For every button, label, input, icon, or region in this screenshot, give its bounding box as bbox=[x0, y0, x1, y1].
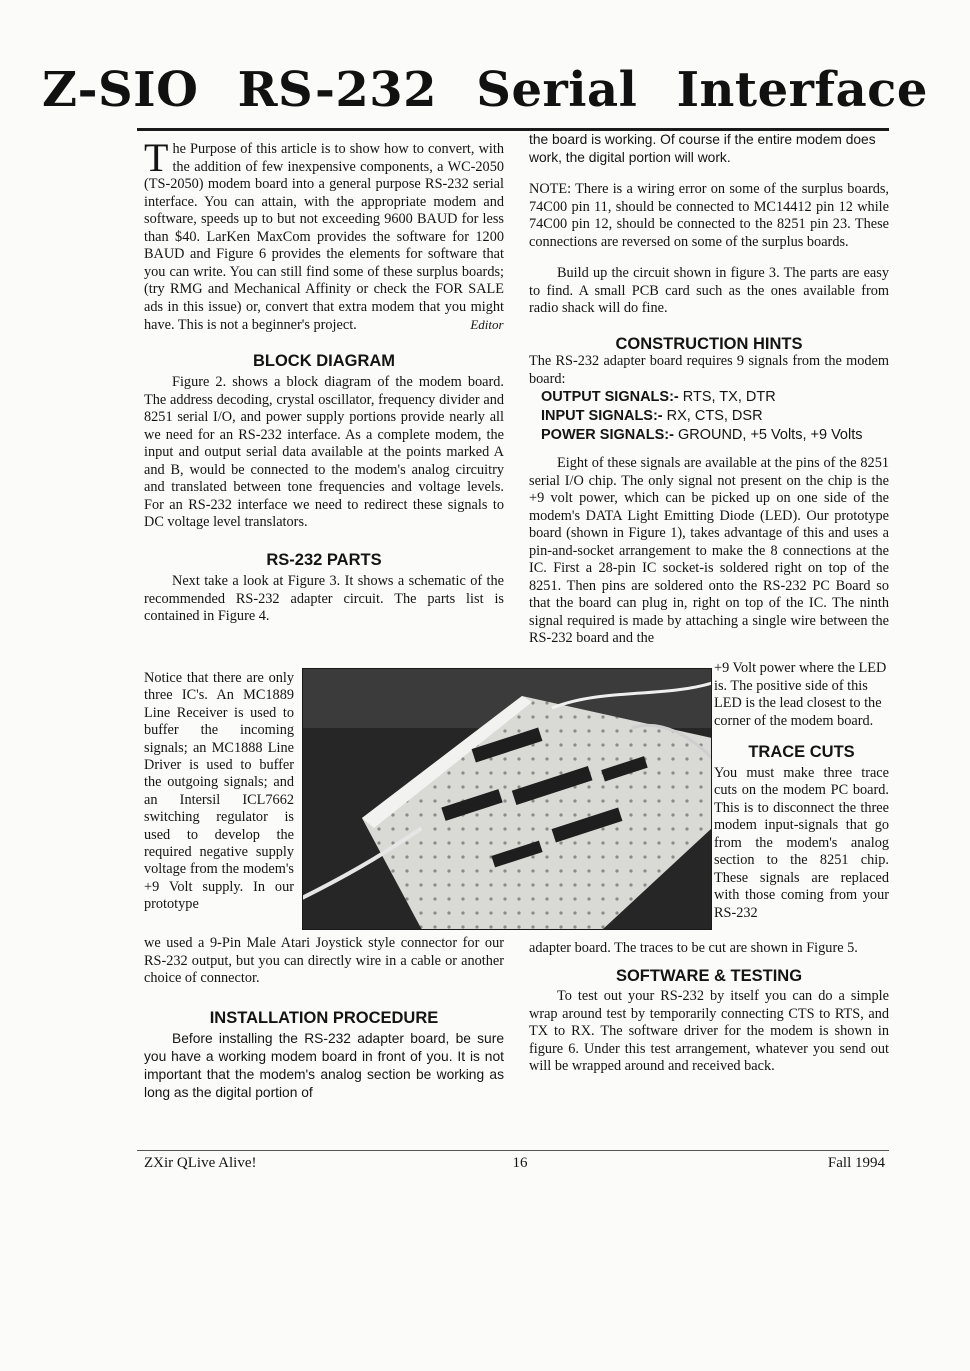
footer-rule bbox=[137, 1150, 889, 1151]
drop-cap: T bbox=[144, 135, 169, 180]
left-column-lower bbox=[144, 935, 504, 1116]
heading-installation: INSTALLATION PROCEDURE bbox=[209, 1008, 439, 1027]
parts-text-ics: Notice that there are only three IC's. An MC1889 Line Receiver is used to buffer the incoming signals; an MC1888 Line Driver is used to buffer the outgoing signals; and an Intersil ICL7662 switching regulator is used to develop the required negative supply voltage from the modem's +9 Volt supply. In our prototype bbox=[144, 670, 294, 913]
output-signals: OUTPUT SIGNALS:- RTS, TX, DTR bbox=[541, 389, 776, 405]
heading-trace-cuts: TRACE CUTS bbox=[748, 743, 855, 761]
trace-cuts-tail: adapter board. The traces to be cut are shown in Figure 5. bbox=[529, 940, 858, 956]
installation-text: Before installing the RS-232 adapter board, be sure you have a working modem board in front of you. It is not important that the modem's analog section be working as long as the digital portion of bbox=[144, 1031, 504, 1100]
heading-block-diagram: BLOCK DIAGRAM bbox=[252, 351, 396, 370]
editor-signature: Editor bbox=[470, 317, 504, 332]
page-title: Z-SIO RS-232 Serial Interface bbox=[42, 62, 928, 118]
heading-software-testing: SOFTWARE & TESTING bbox=[615, 966, 803, 985]
right-column-lower bbox=[529, 940, 889, 1090]
led-text: +9 Volt power where the LED is. The positive side of this LED is the lead closest to the corner of the modem board. bbox=[714, 660, 887, 729]
footer-issue: Fall 1994 bbox=[827, 1155, 885, 1171]
heading-rs232-parts: RS-232 PARTS bbox=[266, 550, 382, 569]
trace-cuts-text: You must make three trace cuts on the modem PC board. This is to disconnect the three modem input-signals that go from the modem's analog section to the 8251 chip. These signals are replaced with those coming from your RS-232 bbox=[714, 764, 889, 921]
continued-text: the board is working. Of course if the entire modem does work, the digital portion will work. bbox=[529, 132, 876, 165]
footer-publication: ZXir QLive Alive! bbox=[144, 1155, 257, 1171]
input-signals: INPUT SIGNALS:- RX, CTS, DSR bbox=[541, 408, 763, 424]
power-signals: POWER SIGNALS:- GROUND, +5 Volts, +9 Volts bbox=[541, 427, 863, 443]
parts-text-connector: we used a 9-Pin Male Atari Joystick style connector for our RS-232 output, but you can directly wire in a cable or another choice of connector. bbox=[144, 935, 504, 986]
note-text: NOTE: There is a wiring error on some of the surplus boards, 74C00 pin 11, should be connected to MC14412 pin 12 while 74C00 pin 12, should be connected to the 8251 pin 23. These connections are reversed on some of the surplus boards. bbox=[529, 181, 889, 250]
eight-signals-text: Eight of these signals are available at the pins of the 8251 serial I/O chip. The only signal not present on the chip is the +9 volt power, which can be picked up on one side of the modem's DATA Light Emitting Diode (LED). Our prototype board (shown in Figure 1), takes advantage of this and uses a pin-and-socket arrangement to make the 8 connections at the IC. First a 28-pin IC socket-is soldered right on top of the 8251. Then pins are soldered onto the RS-232 PC Board so that the board can plug in, right on top of the IC. The ninth signal required is made by attaching a single wire between the RS-232 board and the bbox=[529, 455, 889, 646]
right-narrow-column bbox=[714, 660, 889, 922]
footer-page-number: 16 bbox=[512, 1155, 528, 1171]
block-diagram-text: Figure 2. shows a block diagram of the modem board. The address decoding, crystal oscillator, frequency divider and 8251 serial I/O, and power supply portions provide nearly all we need for an RS-232 interface. As a complete modem, the input and output serial data available at the points marked A and B, would be connected to the modem's analog circuitry and translated between tone frequencies and voltage levels. For an RS-232 interface we need to redirect these signals to DC voltage level translators. bbox=[144, 374, 504, 530]
left-column bbox=[144, 135, 504, 626]
right-column bbox=[529, 131, 889, 648]
parts-text-intro: Next take a look at Figure 3. It shows a schematic of the recommended RS-232 adapter circuit. The parts list is contained in Figure 4. bbox=[144, 573, 504, 624]
build-text: Build up the circuit shown in figure 3. The parts are easy to find. A small PCB card such as the ones available from radio shack will do fine. bbox=[529, 265, 889, 316]
intro-paragraph: The Purpose of this article is to show how to convert, with the addition of few inexpensive components, a WC-2050 (TS-2050) modem board into a general purpose RS-232 serial interface. You can attain, with the appropriate modem and software, speeds up to but not exceeding 9600 BAUD for less than $40. LarKen MaxCom provides the software for 1200 BAUD and Figure 6 provides the elements for software that you can write. You can still find some of these surplus boards; (try RMG and Mechanical Affinity or check the FOR SALE ads in this issue) or, convert that extra modem that you might have. This is not a beginner's project. Editor bbox=[144, 135, 504, 333]
software-testing-text: To test out your RS-232 by itself you can do a simple wrap around test by temporarily connecting CTS to RTS, and TX to RX. The software driver for the modem is shown in figure 6. Under this test arrangement, whatever you send out will be wrapped around and received back. bbox=[529, 988, 889, 1074]
circuit-board-photo-graphic bbox=[302, 668, 712, 930]
left-narrow-column bbox=[144, 670, 294, 914]
heading-construction-hints: CONSTRUCTION HINTS bbox=[615, 334, 803, 353]
circuit-board-photo bbox=[302, 668, 712, 930]
hints-text: The RS-232 adapter board requires 9 signals from the modem board: bbox=[529, 353, 889, 387]
